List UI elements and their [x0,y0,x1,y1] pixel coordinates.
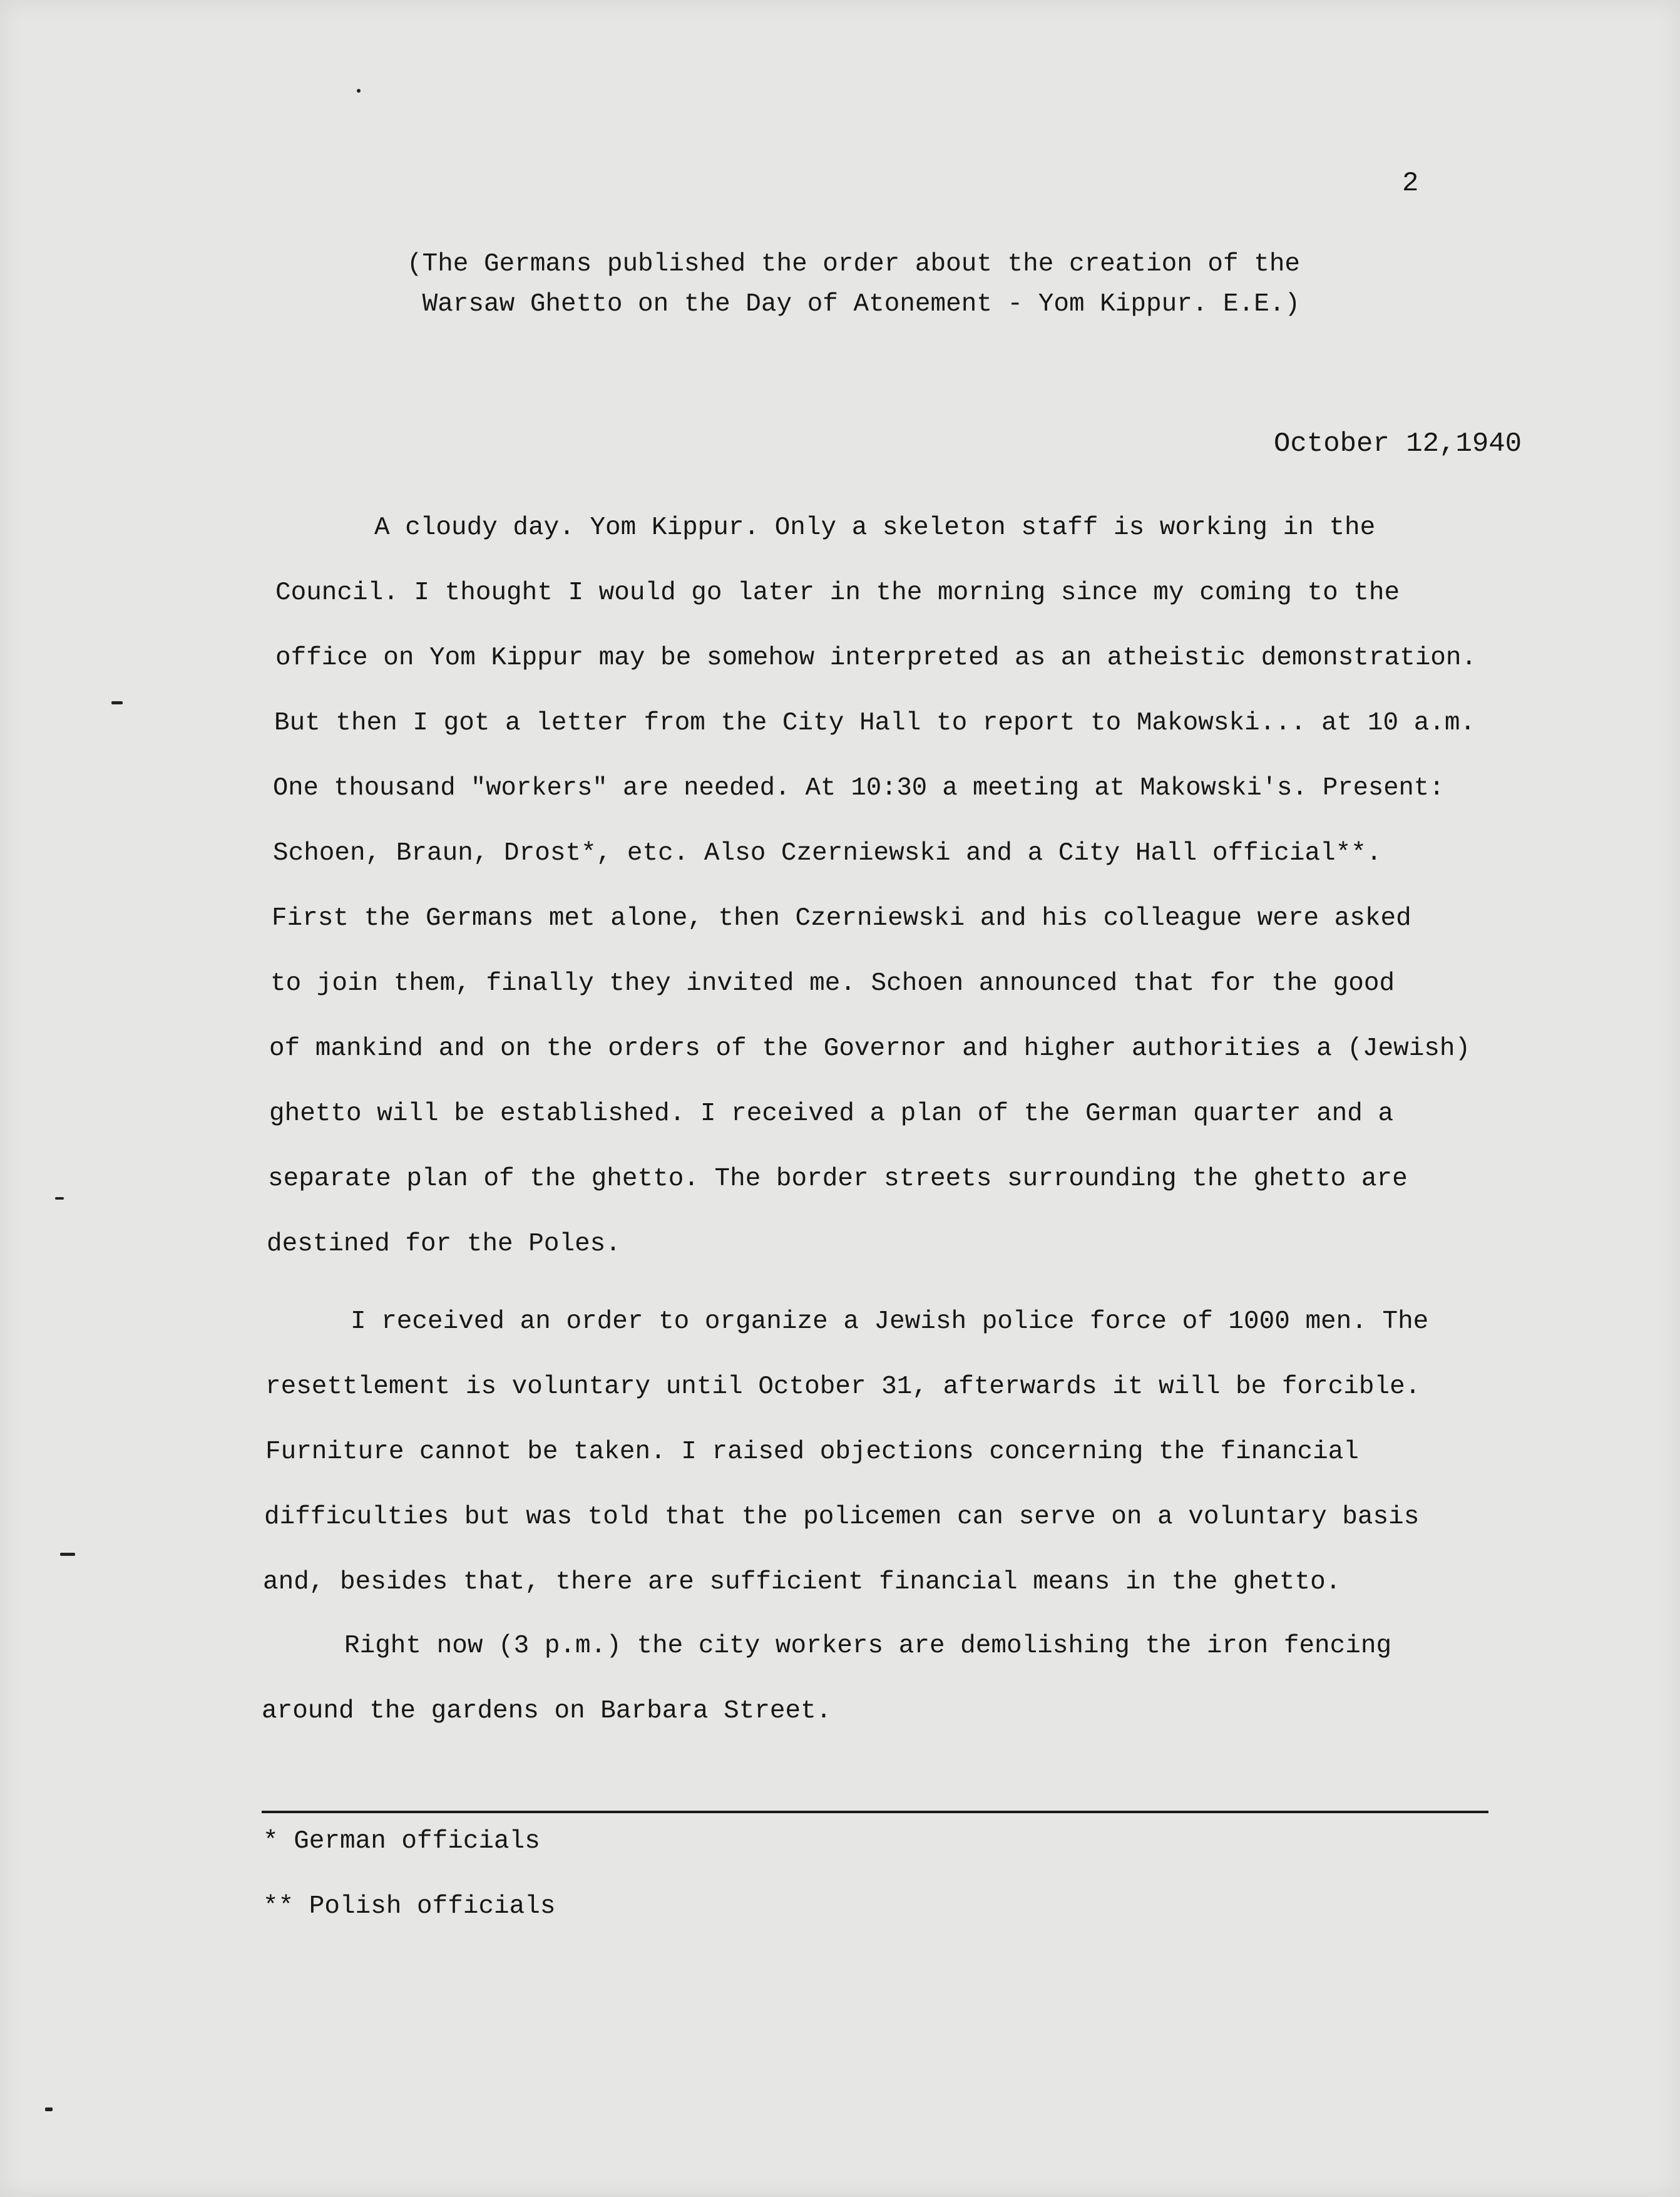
scan-mark [45,2107,53,2111]
body-line: around the gardens on Barbara Street. [262,1697,832,1726]
body-line: Right now (3 p.m.) the city workers are demolishing the iron fencing [344,1632,1392,1660]
body-line: I received an order to organize a Jewish police force of 1000 men. The [351,1307,1429,1336]
body-line: First the Germans met alone, then Czerniewski and his colleague were asked [272,904,1411,933]
footnote-divider [262,1811,1488,1813]
body-line: One thousand "workers" are needed. At 10:30 a meeting at Makowski's. Present: [273,774,1445,803]
page-number: 2 [1402,168,1419,199]
editor-note-line: Warsaw Ghetto on the Day of Atonement - Yom Kippur. E.E.) [407,290,1301,319]
body-line: Council. I thought I would go later in the morning since my coming to the [275,579,1400,607]
footnote: ** Polish officials [263,1892,556,1921]
body-line: difficulties but was told that the policemen can serve on a voluntary basis [264,1503,1420,1531]
body-line: to join them, finally they invited me. Schoen announced that for the good [270,969,1395,998]
body-line: of mankind and on the orders of the Governor and higher authorities a (Jewish) [269,1034,1471,1063]
entry-date: October 12,1940 [1274,428,1522,460]
body-line: separate plan of the ghetto. The border streets surrounding the ghetto are [268,1165,1408,1193]
editor-note [407,244,1300,324]
body-line: ghetto will be established. I received a plan of the German quarter and a [269,1099,1394,1128]
scan-mark [111,701,123,704]
body-line: Furniture cannot be taken. I raised objections concerning the financial [265,1438,1359,1466]
body-line: Schoen, Braun, Drost*, etc. Also Czerniewski and a City Hall official**. [273,839,1382,868]
body-line: A cloudy day. Yom Kippur. Only a skeleton staff is working in the [374,513,1376,542]
scan-mark [60,1553,75,1556]
body-line: But then I got a letter from the City Hall to report to Makowski... at 10 a.m. [274,709,1476,738]
body-line: destined for the Poles. [267,1230,621,1258]
footnote: * German officials [263,1827,540,1856]
body-line: resettlement is voluntary until October 31, afterwards it will be forcible. [265,1372,1421,1401]
editor-note-line: (The Germans published the order about the creation of the [407,250,1301,279]
body-line: and, besides that, there are sufficient financial means in the ghetto. [263,1568,1341,1597]
scan-mark [357,89,361,93]
body-line: office on Yom Kippur may be somehow interpreted as an atheistic demonstration. [275,644,1477,672]
scan-mark [55,1197,64,1200]
